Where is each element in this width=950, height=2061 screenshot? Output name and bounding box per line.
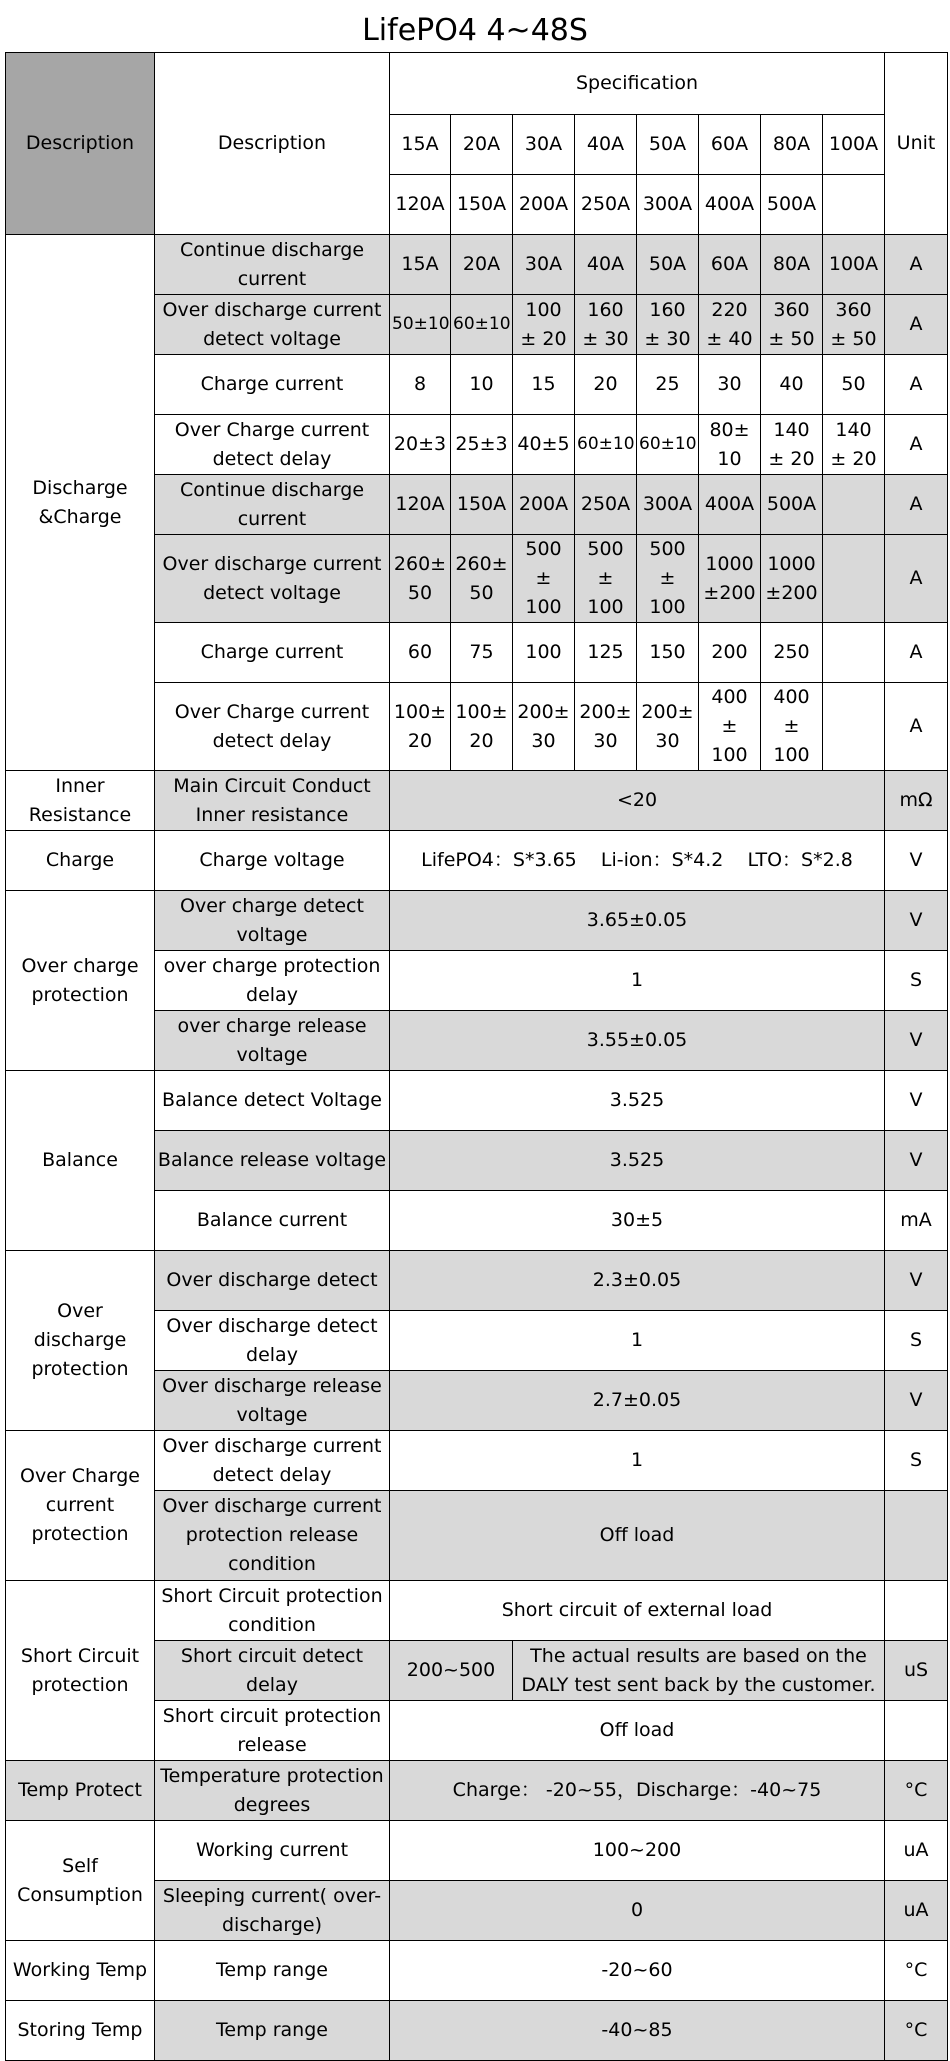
unit-cell: A [885, 683, 948, 771]
unit-cell: uA [885, 1821, 948, 1881]
table-row [6, 1071, 948, 1131]
value-cell: 200~500 [390, 1641, 513, 1701]
value-cell: 3.525 [390, 1131, 885, 1191]
unit-cell: S [885, 1431, 948, 1491]
unit-cell: V [885, 1251, 948, 1311]
value-cell: 60±10 [575, 415, 637, 475]
spec-cell: 300A [637, 175, 699, 235]
spec-cell: 80A [761, 115, 823, 175]
value-cell: <20 [390, 771, 885, 831]
row-description: Charge current [155, 623, 390, 683]
value-cell: 3.55±0.05 [390, 1011, 885, 1071]
spec-cell: 100A [823, 115, 885, 175]
row-description: Over discharge current detect voltage [155, 535, 390, 623]
row-description: over charge protection delay [155, 951, 390, 1011]
value-cell: 20 [575, 355, 637, 415]
value-cell: 1000 ±200 [699, 535, 761, 623]
value-cell: 140 ± 20 [823, 415, 885, 475]
value-cell: 8 [390, 355, 451, 415]
value-cell: 260± 50 [451, 535, 513, 623]
value-cell: 40±5 [513, 415, 575, 475]
group-over-current: Over Charge current protection [6, 1431, 155, 1581]
group-self-consumption: Self Consumption [6, 1821, 155, 1941]
value-cell: 200± 30 [513, 683, 575, 771]
value-cell: 15 [513, 355, 575, 415]
value-cell: 100 [513, 623, 575, 683]
row-description: Charge current [155, 355, 390, 415]
value-cell: 30±5 [390, 1191, 885, 1251]
value-cell: 200± 30 [575, 683, 637, 771]
table-row [6, 771, 948, 831]
value-cell: 25±3 [451, 415, 513, 475]
table-row [6, 1761, 948, 1821]
unit-cell: °C [885, 1941, 948, 2001]
value-cell: 120A [390, 475, 451, 535]
value-cell: 3.525 [390, 1071, 885, 1131]
value-cell: 100A [823, 235, 885, 295]
value-cell: 1 [390, 1311, 885, 1371]
group-over-discharge: Over discharge protection [6, 1251, 155, 1431]
value-cell: 250 [761, 623, 823, 683]
header-specification: Specification [390, 53, 885, 115]
spec-cell: 15A [390, 115, 451, 175]
unit-cell: A [885, 355, 948, 415]
row-description: Balance detect Voltage [155, 1071, 390, 1131]
value-cell [823, 623, 885, 683]
row-description: Over discharge current protection release condition [155, 1491, 390, 1581]
value-cell: 100± 20 [451, 683, 513, 771]
value-cell: 125 [575, 623, 637, 683]
value-cell: 500 ± 100 [637, 535, 699, 623]
row-description: Over discharge detect delay [155, 1311, 390, 1371]
value-cell: 80± 10 [699, 415, 761, 475]
spec-cell: 200A [513, 175, 575, 235]
header-description-group: Description [6, 53, 155, 235]
group-charge: Charge [6, 831, 155, 891]
row-description: Over charge detect voltage [155, 891, 390, 951]
unit-cell: V [885, 891, 948, 951]
header-description: Description [155, 53, 390, 235]
unit-cell: mA [885, 1191, 948, 1251]
value-cell: 150A [451, 475, 513, 535]
unit-cell: V [885, 1131, 948, 1191]
row-description: Over discharge current detect delay [155, 1431, 390, 1491]
group-inner-resistance: Inner Resistance [6, 771, 155, 831]
unit-cell: °C [885, 2001, 948, 2061]
header-unit: Unit [885, 53, 948, 235]
unit-cell: A [885, 415, 948, 475]
group-balance: Balance [6, 1071, 155, 1251]
spec-cell [823, 175, 885, 235]
row-description: Charge voltage [155, 831, 390, 891]
spec-cell: 30A [513, 115, 575, 175]
value-cell: 160 ± 30 [575, 295, 637, 355]
value-cell: 400 ± 100 [699, 683, 761, 771]
spec-cell: 40A [575, 115, 637, 175]
value-cell: 100 ± 20 [513, 295, 575, 355]
value-cell: 20A [451, 235, 513, 295]
value-cell: 3.65±0.05 [390, 891, 885, 951]
value-cell: 360 ± 50 [823, 295, 885, 355]
unit-cell [885, 1581, 948, 1641]
spec-cell: 250A [575, 175, 637, 235]
value-cell: 50±10 [390, 295, 451, 355]
value-cell: 360 ± 50 [761, 295, 823, 355]
value-cell: 400A [699, 475, 761, 535]
value-cell: 25 [637, 355, 699, 415]
value-cell: 60A [699, 235, 761, 295]
value-cell: 220 ± 40 [699, 295, 761, 355]
value-cell: 30 [699, 355, 761, 415]
row-description: Short circuit detect delay [155, 1641, 390, 1701]
row-description: Over discharge current detect voltage [155, 295, 390, 355]
table-row [6, 1581, 948, 1641]
unit-cell [885, 1701, 948, 1761]
row-description: Balance release voltage [155, 1131, 390, 1191]
row-description: Short Circuit protection condition [155, 1581, 390, 1641]
unit-cell: S [885, 1311, 948, 1371]
note-cell: The actual results are based on the DALY test sent back by the customer. [513, 1641, 885, 1701]
value-cell: 40A [575, 235, 637, 295]
value-cell: 200A [513, 475, 575, 535]
value-cell: 30A [513, 235, 575, 295]
value-cell: -40~85 [390, 2001, 885, 2061]
row-description: Over discharge detect [155, 1251, 390, 1311]
table-row [6, 2001, 948, 2061]
value-cell: 300A [637, 475, 699, 535]
value-cell: 50 [823, 355, 885, 415]
group-temp-protect: Temp Protect [6, 1761, 155, 1821]
row-description: Over Charge current detect delay [155, 415, 390, 475]
row-description: Working current [155, 1821, 390, 1881]
row-description: over charge release voltage [155, 1011, 390, 1071]
unit-cell: V [885, 1371, 948, 1431]
value-cell: 100~200 [390, 1821, 885, 1881]
value-cell: 200 [699, 623, 761, 683]
value-cell: LifePO4：S*3.65 Li-ion：S*4.2 LTO：S*2.8 [390, 831, 885, 891]
unit-cell: A [885, 535, 948, 623]
row-description: Short circuit protection release [155, 1701, 390, 1761]
value-cell: Off load [390, 1701, 885, 1761]
value-cell: Short circuit of external load [390, 1581, 885, 1641]
row-description: Balance current [155, 1191, 390, 1251]
spec-cell: 20A [451, 115, 513, 175]
table-row [6, 1431, 948, 1491]
row-description: Temp range [155, 2001, 390, 2061]
unit-cell: A [885, 295, 948, 355]
value-cell: 20±3 [390, 415, 451, 475]
unit-cell: V [885, 1071, 948, 1131]
value-cell: 150 [637, 623, 699, 683]
value-cell: -20~60 [390, 1941, 885, 2001]
unit-cell: mΩ [885, 771, 948, 831]
value-cell: 15A [390, 235, 451, 295]
value-cell: 2.7±0.05 [390, 1371, 885, 1431]
unit-cell [885, 1491, 948, 1581]
spec-cell: 400A [699, 175, 761, 235]
value-cell: 140 ± 20 [761, 415, 823, 475]
value-cell [823, 475, 885, 535]
value-cell: 1 [390, 1431, 885, 1491]
value-cell: 500 ± 100 [513, 535, 575, 623]
value-cell: 100± 20 [390, 683, 451, 771]
value-cell: 500 ± 100 [575, 535, 637, 623]
table-row [6, 235, 948, 295]
value-cell: Charge： -20~55，Discharge：-40~75 [390, 1761, 885, 1821]
row-description: Over discharge release voltage [155, 1371, 390, 1431]
value-cell [823, 683, 885, 771]
spec-cell: 120A [390, 175, 451, 235]
spec-cell: 150A [451, 175, 513, 235]
unit-cell: V [885, 831, 948, 891]
unit-cell: A [885, 475, 948, 535]
value-cell: 10 [451, 355, 513, 415]
value-cell: 250A [575, 475, 637, 535]
spec-cell: 60A [699, 115, 761, 175]
group-working-temp: Working Temp [6, 1941, 155, 2001]
table-row [6, 1251, 948, 1311]
value-cell [823, 535, 885, 623]
unit-cell: uS [885, 1641, 948, 1701]
row-description: Temperature protection degrees [155, 1761, 390, 1821]
value-cell: 60 [390, 623, 451, 683]
spec-cell: 500A [761, 175, 823, 235]
value-cell: 200± 30 [637, 683, 699, 771]
value-cell: 2.3±0.05 [390, 1251, 885, 1311]
group-over-charge: Over charge protection [6, 891, 155, 1071]
row-description: Sleeping current( over-discharge) [155, 1881, 390, 1941]
table-row [6, 891, 948, 951]
row-description: Continue discharge current [155, 475, 390, 535]
table-row [6, 1821, 948, 1881]
row-description: Main Circuit Conduct Inner resistance [155, 771, 390, 831]
row-description: Temp range [155, 1941, 390, 2001]
row-description: Over Charge current detect delay [155, 683, 390, 771]
value-cell: 60±10 [637, 415, 699, 475]
value-cell: 0 [390, 1881, 885, 1941]
value-cell: 75 [451, 623, 513, 683]
value-cell: 260± 50 [390, 535, 451, 623]
group-short-circuit: Short Circuit protection [6, 1581, 155, 1761]
table-row [6, 1941, 948, 2001]
value-cell: 60±10 [451, 295, 513, 355]
row-description: Continue discharge current [155, 235, 390, 295]
group-storing-temp: Storing Temp [6, 2001, 155, 2061]
page-title: LifePO4 4~48S [362, 13, 588, 48]
table-row [6, 831, 948, 891]
value-cell: 500A [761, 475, 823, 535]
unit-cell: A [885, 235, 948, 295]
value-cell: 1000 ±200 [761, 535, 823, 623]
value-cell: 1 [390, 951, 885, 1011]
value-cell: 400 ± 100 [761, 683, 823, 771]
spec-table [5, 52, 948, 2061]
unit-cell: uA [885, 1881, 948, 1941]
unit-cell: °C [885, 1761, 948, 1821]
group-discharge-charge: Discharge &Charge [6, 235, 155, 771]
value-cell: Off load [390, 1491, 885, 1581]
value-cell: 50A [637, 235, 699, 295]
value-cell: 40 [761, 355, 823, 415]
value-cell: 80A [761, 235, 823, 295]
unit-cell: S [885, 951, 948, 1011]
unit-cell: V [885, 1011, 948, 1071]
spec-cell: 50A [637, 115, 699, 175]
value-cell: 160 ± 30 [637, 295, 699, 355]
unit-cell: A [885, 623, 948, 683]
